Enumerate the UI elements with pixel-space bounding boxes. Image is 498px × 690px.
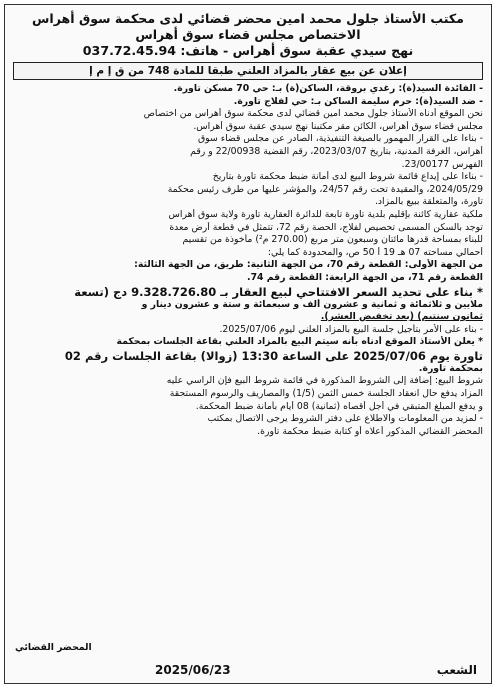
body-line: من الجهة الأولى: القطعة رقم 70، من الجهة الثانية: طريق، من الجهة الثالثة: bbox=[134, 259, 483, 271]
body-line: للبناء بمساحة قدرها مائتان وسبعون متر مربع (270.00 م²) مأخوذة من تقسيم bbox=[182, 234, 483, 246]
bailiff-signature: المحضر القضائي bbox=[15, 642, 92, 653]
body-line: ملكية عقارية كائنة بإقليم بلدية تاورة تابعة للدائرة العقارية تاورة ولاية سوق أهراس bbox=[168, 208, 483, 220]
body-line: - بناءا على القرار المهمور بالصيغة التنفيذية، الصادر عن مجلس قضاء سوق bbox=[197, 133, 483, 145]
body-line: شروط البيع: إضافة إلى الشروط المذكورة في قائمة شروط البيع فإن الراسي عليه bbox=[166, 375, 483, 387]
body-line: المحضر القضائي المذكور أعلاه أو كتابة ضبط محكمة تاورة. bbox=[257, 425, 483, 437]
body-line: أهراس، الغرفة المدنية، بتاريخ 2023/03/07، رقم القضية 22/00938 و رقم bbox=[190, 145, 483, 157]
address-phone-line: نهج سيدي عقبة سوق أهراس - هاتف: 037.72.45.94 bbox=[82, 43, 414, 58]
body-line: - لمزيد من المعلومات والاطلاع على دفتر الشروط يرجى الاتصال بمكتب bbox=[207, 413, 483, 425]
jurisdiction-line: الاختصاص مجلس قضاء سوق أهراس bbox=[135, 27, 361, 42]
body-line: - بناء على الأمر بتأجيل جلسة البيع بالمزاد العلني ليوم 2025/07/06. bbox=[219, 323, 483, 335]
body-line: الفهرس 23/00177. bbox=[401, 158, 483, 170]
office-title: مكتب الأستاذ جلول محمد امين محضر قضائي لدى محكمة سوق أهراس bbox=[32, 11, 464, 26]
body-line: - بناءا على إيداع قائمة شروط البيع لدى أمانة ضبط محكمة تاورة بتاريخ bbox=[212, 171, 483, 183]
body-line: - ضد السيد(ة): حرم سليمة الساكن بـ: حي لفلاج تاورة. bbox=[233, 95, 483, 107]
publication-footer bbox=[5, 655, 491, 679]
body-line: مجلس قضاء سوق أهراس، الكائن مقر مكتبنا نهج سيدي عقبة سوق أهراس. bbox=[193, 120, 483, 132]
body-line: أحمالي مساحته 07 هـ 19 أ 50 ص، والمحدودة كما يلي: bbox=[267, 246, 483, 258]
body-line: - الفائدة السيد(ة): رغدي بروقة، الساكن(ة) بـ: حي 70 مسكن تاورة. bbox=[173, 83, 483, 94]
body-line: ملايين و ثلاثمائة و ثمانية و عشرون ألف و سبعمائة و ستة و عشرون دينار و bbox=[141, 298, 483, 310]
body-line: و يدفع المبلغ المتبقي في أجل أقصاه (ثمانية) 08 أيام بأمانة ضبط المحكمة. bbox=[195, 400, 483, 412]
body-line: ثمانون سنتيم) (بعد تخفيض العشر). bbox=[320, 311, 483, 323]
body-line: نحن الموقع أدناه الأستاذ جلول محمد امين قضائي لدى محكمة سوق أهراس من اختصاص bbox=[143, 108, 483, 120]
publication-name: الشعب bbox=[436, 663, 477, 677]
body-line: 2024/05/29، والمقيدة تحت رقم 24/57، والمؤشر عليها من طرف رئيس محكمة bbox=[167, 183, 483, 195]
notice-banner: إعلان عن بيع عقار بالمزاد العلني طبقا للمادة 748 من ق إ م إ bbox=[13, 62, 483, 80]
notice-body bbox=[5, 83, 491, 438]
body-line: تاورة يوم 2025/07/06 على الساعة 13:30 (زوالا) بقاعة الجلسات رقم 02 bbox=[64, 348, 483, 363]
body-line: القطعة رقم 71، من الجهة الرابعة: القطعة رقم 74. bbox=[247, 271, 483, 283]
body-line: * بناء على تحديد السعر الافتتاحي لبيع العقار بـ 9.328.726.80 دج (تسعة bbox=[74, 284, 483, 299]
publication-date: 2025/06/23 bbox=[155, 663, 231, 677]
notice-header bbox=[5, 11, 491, 59]
body-line: بمحكمة تاورة. bbox=[418, 362, 483, 374]
body-line: * يعلن الأستاذ الموقع أدناه بأنه سيتم البيع بالمزاد العلني بقاعة الجلسات بمحكمة bbox=[116, 336, 483, 348]
body-line: تاورة، والمتعلقة ببيع بالمزاد. bbox=[374, 196, 483, 208]
body-line: المزاد يدفع حال انعقاد الجلسة خمس الثمن (1/5) والمصاريف والرسوم المستحقة bbox=[169, 388, 483, 400]
body-line: توجد بالسكن المسمى تحصيص لفلاج، الحصة رقم 72، تتمثل في قطعة أرض معدة bbox=[169, 221, 483, 233]
legal-notice bbox=[4, 4, 492, 684]
